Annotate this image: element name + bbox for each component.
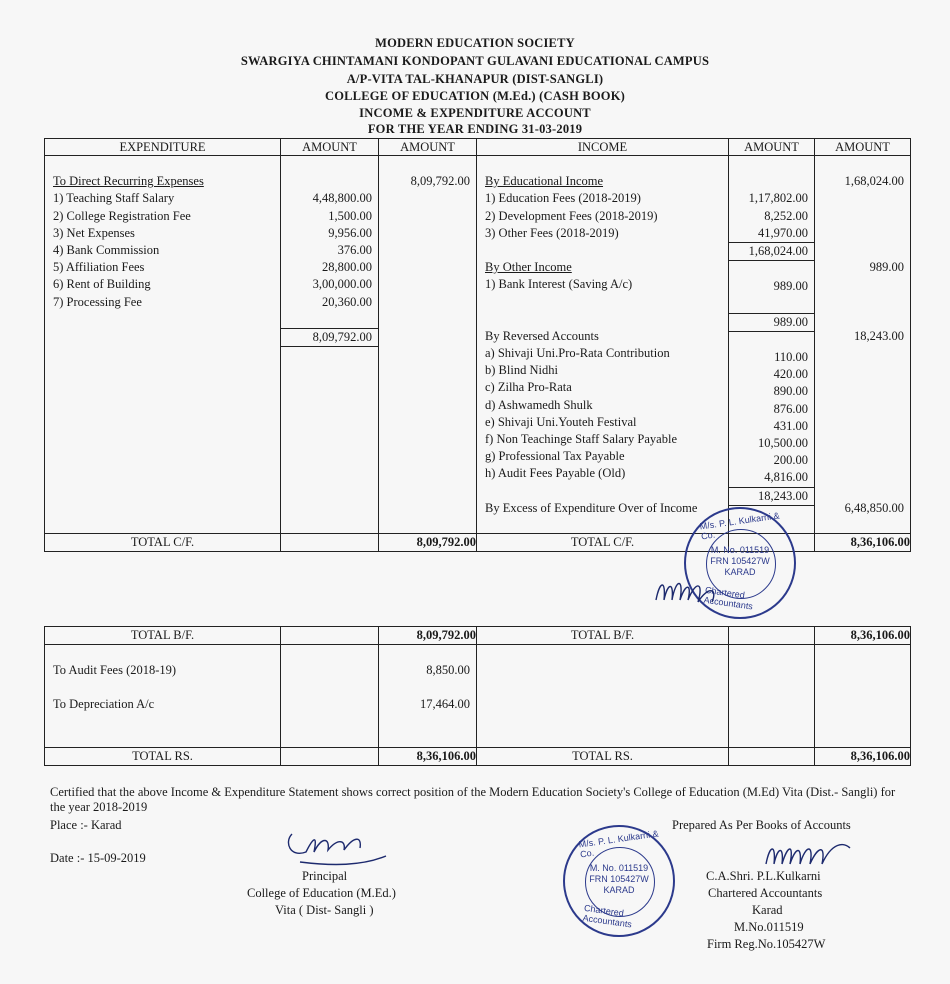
income-item: g) Professional Tax Payable [485,449,625,464]
expense-amount: 4,48,800.00 [312,191,372,206]
expense-amount-column [281,156,379,534]
college-name: COLLEGE OF EDUCATION (M.Ed.) (CASH BOOK) [324,89,626,103]
brought-forward-table [44,626,911,766]
total-rs-label: TOTAL RS. [45,748,281,766]
total-rs-amount: 8,36,106.00 [379,748,477,766]
total-bf-label: TOTAL B/F. [477,627,729,645]
principal-org: College of Education (M.Ed.) [247,886,396,900]
certification-text: Certified that the above Income & Expenditure Statement shows correct position of the Modern Education Society's College of Education (M.Ed) Vita (Dist.- Sangli) for the year 2018-2019 [50,785,896,814]
col-expenditure: EXPENDITURE [45,139,281,156]
stamp-role: Chartered Accountants [703,584,754,612]
place: Place :- Karad [50,818,122,832]
income-item: b) Blind Nidhi [485,363,558,378]
principal-signature [282,822,392,870]
income-amount: 4,816.00 [764,470,808,485]
income-item: c) Zilha Pro-Rata [485,380,572,395]
income-amount: 10,500.00 [758,436,808,450]
income-item: 3) Other Fees (2018-2019) [485,225,619,240]
income-group-total: 1,68,024.00 [844,174,904,189]
income-item: d) Ashwamedh Shulk [485,397,593,412]
stamp-firm: M/s. P. L. Kulkarni & Co. [578,828,660,860]
income-subtotal: 989.00 [728,313,815,332]
income-item: 1) Education Fees (2018-2019) [485,191,641,206]
stamp-details: M. No. 011519 FRN 105427W KARAD [589,863,649,895]
total-cf-amount: 8,36,106.00 [815,534,911,552]
audit-fees-label: To Audit Fees (2018-19) [53,663,177,677]
income-group-heading: By Educational Income [485,174,604,189]
total-bf-row [45,627,911,645]
income-subtotal: 18,243.00 [728,487,815,506]
principal-place: Vita ( Dist- Sangli ) [275,903,374,917]
total-bf-amount: 8,09,792.00 [379,627,477,645]
expense-item: 4) Bank Commission [53,242,160,257]
income-item: 2) Development Fees (2018-2019) [485,208,658,223]
audit-fees-amount: 8,850.00 [426,663,470,677]
expense-item: 5) Affiliation Fees [53,260,145,275]
expense-amount: 9,956.00 [328,225,372,240]
income-group-heading: By Reversed Accounts [485,328,599,343]
income-amount: 110.00 [774,350,808,365]
income-expenditure-table [44,138,911,552]
total-rs-label: TOTAL RS. [477,748,729,766]
expense-group-heading: To Direct Recurring Expenses [53,174,204,189]
ca-city: Karad [752,903,783,917]
income-subtotal: 1,68,024.00 [728,242,815,261]
expense-item: 2) College Registration Fee [53,208,191,223]
expense-subtotal: 8,09,792.00 [280,328,379,347]
principal-title: Principal [302,869,348,883]
income-amount: 41,970.00 [758,225,808,240]
income-column [477,156,729,534]
expense-item: 1) Teaching Staff Salary [53,191,175,206]
ca-seal-stamp [563,825,675,937]
income-amount: 989.00 [773,279,808,294]
statement-title: INCOME & EXPENDITURE ACCOUNT [359,106,591,120]
income-amount: 1,17,802.00 [748,191,808,206]
income-amount-column [729,156,815,534]
total-bf-label: TOTAL B/F. [45,627,281,645]
total-rs-row [45,748,911,766]
total-bf-amount: 8,36,106.00 [815,627,911,645]
col-amount: AMOUNT [729,139,815,156]
income-item: f) Non Teachinge Staff Salary Payable [485,432,678,446]
society-name: MODERN EDUCATION SOCIETY [375,36,575,50]
stamp-role: Chartered Accountants [582,902,633,930]
income-group-heading: By Other Income [485,260,572,275]
income-item: e) Shivaji Uni.Youteh Festival [485,414,637,429]
expense-amount: 3,00,000.00 [312,277,372,292]
expense-amount: 28,800.00 [322,260,372,275]
col-amount: AMOUNT [815,139,911,156]
income-amount: 876.00 [773,401,808,416]
expense-item: 7) Processing Fee [53,294,142,309]
expense-item: 3) Net Expenses [53,225,135,240]
depreciation-label: To Depreciation A/c [53,697,155,712]
year-ending: FOR THE YEAR ENDING 31-03-2019 [367,122,583,136]
expense-item: 6) Rent of Building [53,277,151,292]
income-group-total: 989.00 [869,260,904,275]
expense-amount: 1,500.00 [328,208,372,223]
income-amount: 200.00 [773,453,808,468]
excess-amount: 6,48,850.00 [844,500,904,515]
ca-role: Chartered Accountants [708,886,823,900]
income-total-column [815,156,911,534]
income-group-total: 18,243.00 [854,328,904,343]
expenditure-column [45,156,281,534]
total-cf-amount: 8,09,792.00 [379,534,477,552]
income-amount: 431.00 [773,418,808,433]
ca-firm-reg-no: Firm Reg.No.105427W [707,937,826,951]
stamp-firm: M/s. P. L. Kulkarni & Co. [699,510,781,542]
income-amount: 890.00 [773,384,808,399]
total-cf-label: TOTAL C/F. [477,534,729,552]
expense-group-total: 8,09,792.00 [410,174,470,189]
total-cf-label: TOTAL C/F. [45,534,281,552]
stamp-details: M. No. 011519 FRN 105427W KARAD [710,545,770,577]
excess-label: By Excess of Expenditure Over of Income [485,500,698,515]
ca-signature [652,572,732,612]
address-line: A/P-VITA TAL-KHANAPUR (DIST-SANGLI) [346,72,604,86]
col-amount: AMOUNT [281,139,379,156]
col-income: INCOME [477,139,729,156]
income-amount: 420.00 [773,367,808,382]
col-amount: AMOUNT [379,139,477,156]
income-amount: 8,252.00 [764,208,808,223]
expense-total-column [379,156,477,534]
date: Date :- 15-09-2019 [50,851,146,865]
expense-amount: 376.00 [337,242,372,257]
expense-amount: 20,360.00 [322,294,372,309]
ca-membership-no: M.No.011519 [734,920,804,934]
ca-name: C.A.Shri. P.L.Kulkarni [706,869,821,883]
income-item: a) Shivaji Uni.Pro-Rata Contribution [485,346,670,361]
campus-name: SWARGIYA CHINTAMANI KONDOPANT GULAVANI EDUCATIONAL CAMPUS [240,54,710,68]
depreciation-amount: 17,464.00 [420,697,470,712]
prepared-note: Prepared As Per Books of Accounts [672,818,851,832]
total-rs-amount: 8,36,106.00 [815,748,911,766]
income-item: 1) Bank Interest (Saving A/c) [485,277,633,292]
income-item: h) Audit Fees Payable (Old) [485,466,626,481]
